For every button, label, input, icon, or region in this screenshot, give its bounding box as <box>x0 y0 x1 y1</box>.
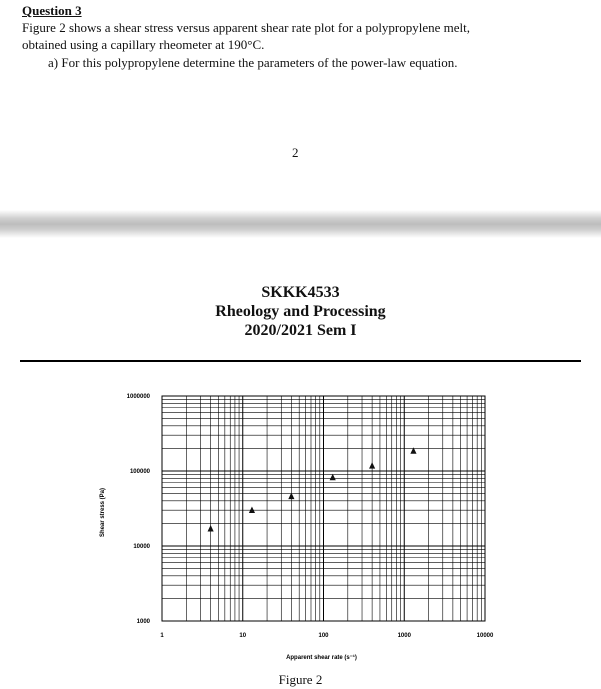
y-axis-label: Shear stress (Pa) <box>100 487 106 538</box>
course-code: SKKK4533 <box>261 284 340 301</box>
question-text-line-1: Figure 2 shows a shear stress versus apparent shear rate plot for a polypropylene melt, <box>22 20 471 35</box>
data-point <box>370 463 375 469</box>
x-tick-label: 10000 <box>476 633 494 639</box>
question-title: Question 3 <box>22 3 82 18</box>
x-axis-label: Apparent shear rate (s⁻¹) <box>286 655 357 661</box>
figure-caption: Figure 2 <box>278 672 323 687</box>
question-part-a: a) For this polypropylene determine the parameters of the power-law equation. <box>48 55 458 70</box>
data-point <box>289 493 294 499</box>
y-tick-label: 1000000 <box>126 394 150 400</box>
x-tick-label: 100 <box>318 633 329 639</box>
page-number: 2 <box>292 145 299 160</box>
course-name: Rheology and Processing <box>215 303 386 320</box>
x-tick-label: 10 <box>239 633 247 639</box>
data-point <box>208 526 213 532</box>
chart-grid <box>162 396 485 621</box>
y-tick-label: 100000 <box>129 469 150 475</box>
x-tick-label: 1000 <box>397 633 411 639</box>
semester: 2020/2021 Sem I <box>244 322 357 339</box>
y-tick-label: 1000 <box>136 619 150 625</box>
question-text-line-2: obtained using a capillary rheometer at 190°C. <box>22 37 265 52</box>
data-point <box>330 474 335 480</box>
y-tick-label: 10000 <box>133 544 150 550</box>
x-tick-label: 1 <box>160 633 164 639</box>
data-point <box>411 448 416 454</box>
